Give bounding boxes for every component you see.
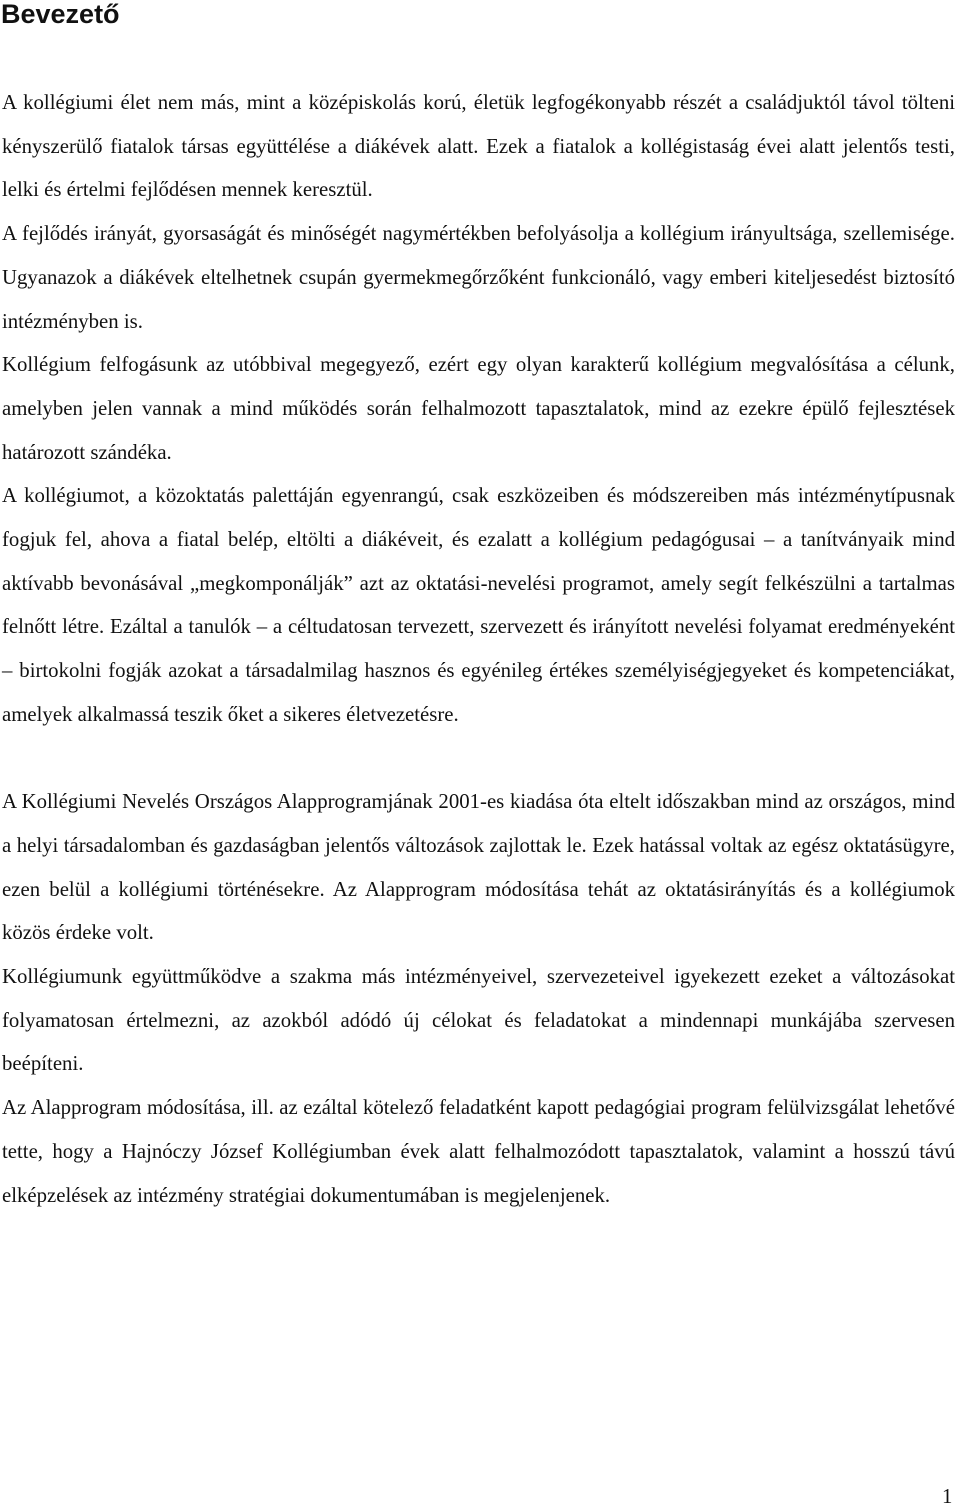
paragraph: Kollégiumunk együttműködve a szakma más intézményeivel, szervezeteivel igyekezett ezeket a változásokat folyamatosan értelmezni, az azokból adódó új célokat és feladatokat a mindennapi munkájába szervesen beépíteni. (2, 965, 955, 1076)
page-number: 1 (942, 1485, 953, 1508)
paragraph: Kollégium felfogásunk az utóbbival megegyező, ezért egy olyan karakterű kollégium megvalósítása a célunk, amelyben jelen vannak a mind működés során felhalmozott tapasztalatok, mind az ezekre épülő fejlesztések határozott szándéka. (2, 353, 955, 464)
paragraph: A kollégiumi élet nem más, mint a középiskolás korú, életük legfogékonyabb részét a családjuktól távol tölteni kényszerülő fiatalok társas együttélése a diákévek alatt. Ezek a fiatalok a kollégistaság évei alatt jelentős testi, lelki és értelmi fejlődésen mennek keresztül. (2, 91, 955, 202)
section-spacer (2, 737, 955, 781)
page-title: Bevezető (1, 0, 120, 29)
paragraph: A kollégiumot, a közoktatás palettáján egyenrangú, csak eszközeiben és módszereiben más intézménytípusnak fogjuk fel, ahova a fiatal belép, eltölti a diákéveit, és ezalatt a kollégium pedagógusai – a tanítványaik mind aktívabb bevonásával „megkomponálják” azt az oktatási-nevelési programot, amely segít felkészülni a tartalmas felnőtt létre. Ezáltal a tanulók – a céltudatosan tervezett, szervezett és irányított nevelési folyamat eredményeként – birtokolni fogják azokat a társadalmilag hasznos és egyénileg értékes személyiségjegyeket és kompetenciákat, amelyek alkalmassá teszik őket a sikeres életvezetésre. (2, 484, 955, 726)
paragraph: A fejlődés irányát, gyorsaságát és minőségét nagymértékben befolyásolja a kollégium irányultsága, szellemisége. Ugyanazok a diákévek eltelhetnek csupán gyermekmegőrzőként funkcionáló, vagy emberi kiteljesedést biztosító intézményben is. (2, 222, 955, 333)
document-body (2, 81, 955, 1217)
paragraph: Az Alapprogram módosítása, ill. az ezáltal kötelező feladatként kapott pedagógiai program felülvizsgálat lehetővé tette, hogy a Hajnóczy József Kollégiumban évek alatt felhalmozódott tapasztalatok, valamint a hosszú távú elképzelések az intézmény stratégiai dokumentumában is megjelenjenek. (2, 1096, 955, 1207)
paragraph: A Kollégiumi Nevelés Országos Alapprogramjának 2001-es kiadása óta eltelt időszakban mind az országos, mind a helyi társadalomban és gazdaságban jelentős változások zajlottak le. Ezek hatással voltak az egész oktatásügyre, ezen belül a kollégiumi történésekre. Az Alapprogram módosítása tehát az oktatásirányítás és a kollégiumok közös érdeke volt. (2, 790, 955, 945)
